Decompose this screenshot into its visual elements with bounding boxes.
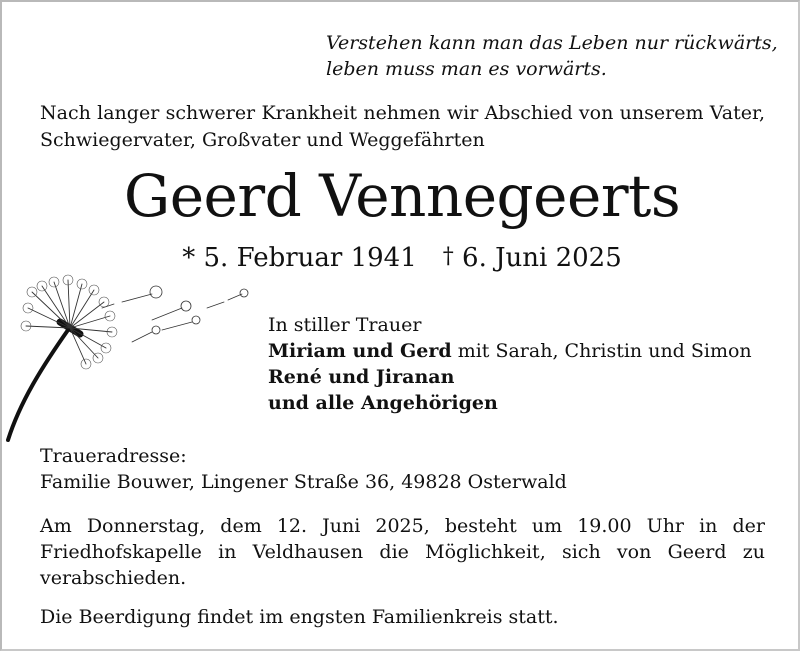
mourners-heading: In stiller Trauer	[268, 314, 422, 336]
mourners-line-3	[268, 390, 752, 416]
mourners-line-1-bold: Miriam und Gerd	[268, 340, 452, 362]
farewell-text: Am Donnerstag, dem 12. Juni 2025, besteht um 19.00 Uhr in der Friedhofskapelle in Veldhausen die Möglichkeit, sich von Geerd zu verabschieden.	[40, 515, 765, 589]
death-date: 6. Juni 2025	[462, 243, 622, 273]
motto-quote	[326, 30, 778, 82]
birth-date: * 5. Februar 1941	[182, 243, 417, 273]
cross-icon: †	[442, 244, 454, 269]
mourners-line-1-rest: mit Sarah, Christin und Simon	[451, 340, 752, 362]
mourners-line-2	[268, 364, 752, 390]
mourners-line-3-bold: und alle Angehörigen	[268, 392, 498, 414]
address-value: Familie Bouwer, Lingener Straße 36, 49828 Osterwald	[40, 471, 567, 493]
address-block	[40, 443, 567, 495]
motto-line-2: leben muss man es vorwärts.	[326, 58, 607, 80]
motto-line-1: Verstehen kann man das Leben nur rückwärts,	[326, 32, 778, 54]
address-label: Traueradresse:	[40, 445, 187, 467]
life-dates	[2, 242, 800, 276]
burial-text: Die Beerdigung findet im engsten Familienkreis statt.	[40, 606, 559, 628]
deceased-name: Geerd Vennegeerts	[123, 162, 681, 230]
dandelion-icon	[2, 272, 272, 442]
intro-text: Nach langer schwerer Krankheit nehmen wir Abschied von unserem Vater, Schwiegervater, Großvater und Weggefährten	[40, 102, 765, 151]
mourners-line-2-bold: René und Jiranan	[268, 366, 455, 388]
mourners-line-1	[268, 338, 752, 364]
mourners-block	[268, 312, 752, 416]
